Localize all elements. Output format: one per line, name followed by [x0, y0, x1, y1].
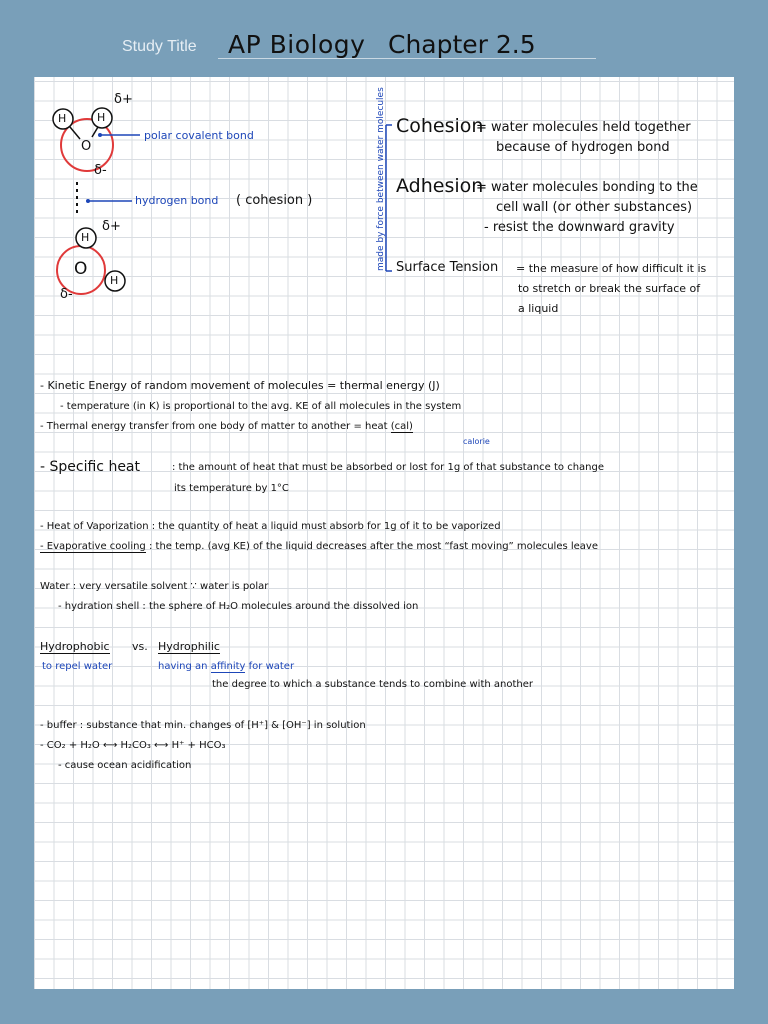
specific-heat-def-1: : the amount of heat that must be absorbed or lost for 1g of that substance to change [172, 462, 605, 473]
bond-line-2 [92, 127, 98, 137]
evaporative-def: : the temp. (avg KE) of the liquid decreases after the most “fast moving” molecules leave [148, 541, 598, 552]
note-vaporization: - Heat of Vaporization : the quantity of heat a liquid must absorb for 1g of it to be vaporized [40, 521, 501, 532]
study-title-label: Study Title [122, 38, 197, 55]
hydrophobic-term: Hydrophobic [40, 640, 110, 653]
note-acidification: - cause ocean acidification [58, 760, 192, 771]
polar-covalent-bond-label: polar covalent bond [144, 129, 254, 142]
surface-tension-def-2: to stretch or break the surface of [518, 282, 701, 295]
page-title: AP Biology [228, 30, 366, 59]
atom-label-h1: H [58, 112, 67, 125]
chapter-label: Chapter 2.5 [388, 30, 536, 59]
note-hydration: - hydration shell : the sphere of H₂O molecules around the dissolved ion [58, 601, 419, 612]
atom-label-o1: O [81, 139, 92, 154]
cohesion-def-1: = water molecules held together [476, 120, 691, 135]
adhesion-def-3: - resist the downward gravity [484, 220, 675, 235]
atom-label-o2: O [74, 259, 88, 279]
bond-line-1 [70, 127, 80, 139]
specific-heat-term: - Specific heat [40, 459, 140, 475]
delta-minus-top: δ- [94, 163, 107, 178]
evaporative-term: - Evaporative cooling [40, 541, 146, 552]
polar-bond-dot [98, 133, 102, 137]
note-equation: - CO₂ + H₂O ⟷ H₂CO₃ ⟷ H⁺ + HCO₃ [40, 740, 226, 751]
hydrogen-bond-label: hydrogen bond [135, 194, 219, 207]
adhesion-def-2: cell wall (or other substances) [496, 200, 693, 215]
adhesion-def-1: = water molecules bonding to the [476, 180, 698, 195]
cohesion-paren-label: ( cohesion ) [236, 193, 313, 208]
atom-label-h2: H [97, 111, 106, 124]
calorie-note: calorie [463, 437, 490, 446]
cohesion-def-2: because of hydrogen bond [496, 140, 670, 155]
delta-plus-bottom: δ+ [102, 219, 121, 234]
hydrophobic-def: to repel water [42, 661, 113, 672]
atom-label-h4: H [110, 274, 119, 287]
thermal-text: - Thermal energy transfer from one body of matter to another = heat [40, 421, 388, 432]
surface-tension-term: Surface Tension [396, 260, 499, 275]
thermal-unit: (cal) [390, 421, 413, 432]
note-buffer: - buffer : substance that min. changes of [H⁺] & [OH⁻] in solution [40, 720, 366, 731]
atom-label-h3: H [81, 231, 90, 244]
vertical-note: made by force between water molecules [376, 87, 386, 271]
hydrophilic-def-pre: having an [158, 661, 208, 672]
delta-minus-bottom: δ- [60, 287, 73, 302]
hydrophilic-def-affinity: affinity [210, 661, 246, 672]
affinity-def: the degree to which a substance tends to combine with another [212, 679, 533, 690]
delta-plus-top: δ+ [114, 92, 133, 107]
adhesion-term: Adhesion [396, 175, 484, 197]
hydrophilic-term: Hydrophilic [158, 640, 220, 653]
hydrophilic-def [158, 661, 294, 672]
hydrophilic-def-post: for water [248, 661, 295, 672]
specific-heat-def-2: its temperature by 1°C [174, 483, 289, 494]
hydrogen-bond-dot [86, 199, 90, 203]
cohesion-term: Cohesion [396, 115, 484, 137]
note-kinetic-sub: - temperature (in K) is proportional to the avg. KE of all molecules in the system [60, 401, 462, 412]
surface-tension-def-1: = the measure of how difficult it is [516, 262, 707, 275]
note-kinetic-energy: - Kinetic Energy of random movement of molecules = thermal energy (J) [40, 379, 440, 392]
surface-tension-def-3: a liquid [518, 302, 559, 315]
note-water: Water : very versatile solvent ∵ water is polar [40, 581, 269, 592]
note-paper [34, 77, 734, 989]
note-evaporative [40, 541, 598, 552]
note-thermal-energy [40, 421, 413, 432]
vs-label: vs. [132, 640, 148, 653]
